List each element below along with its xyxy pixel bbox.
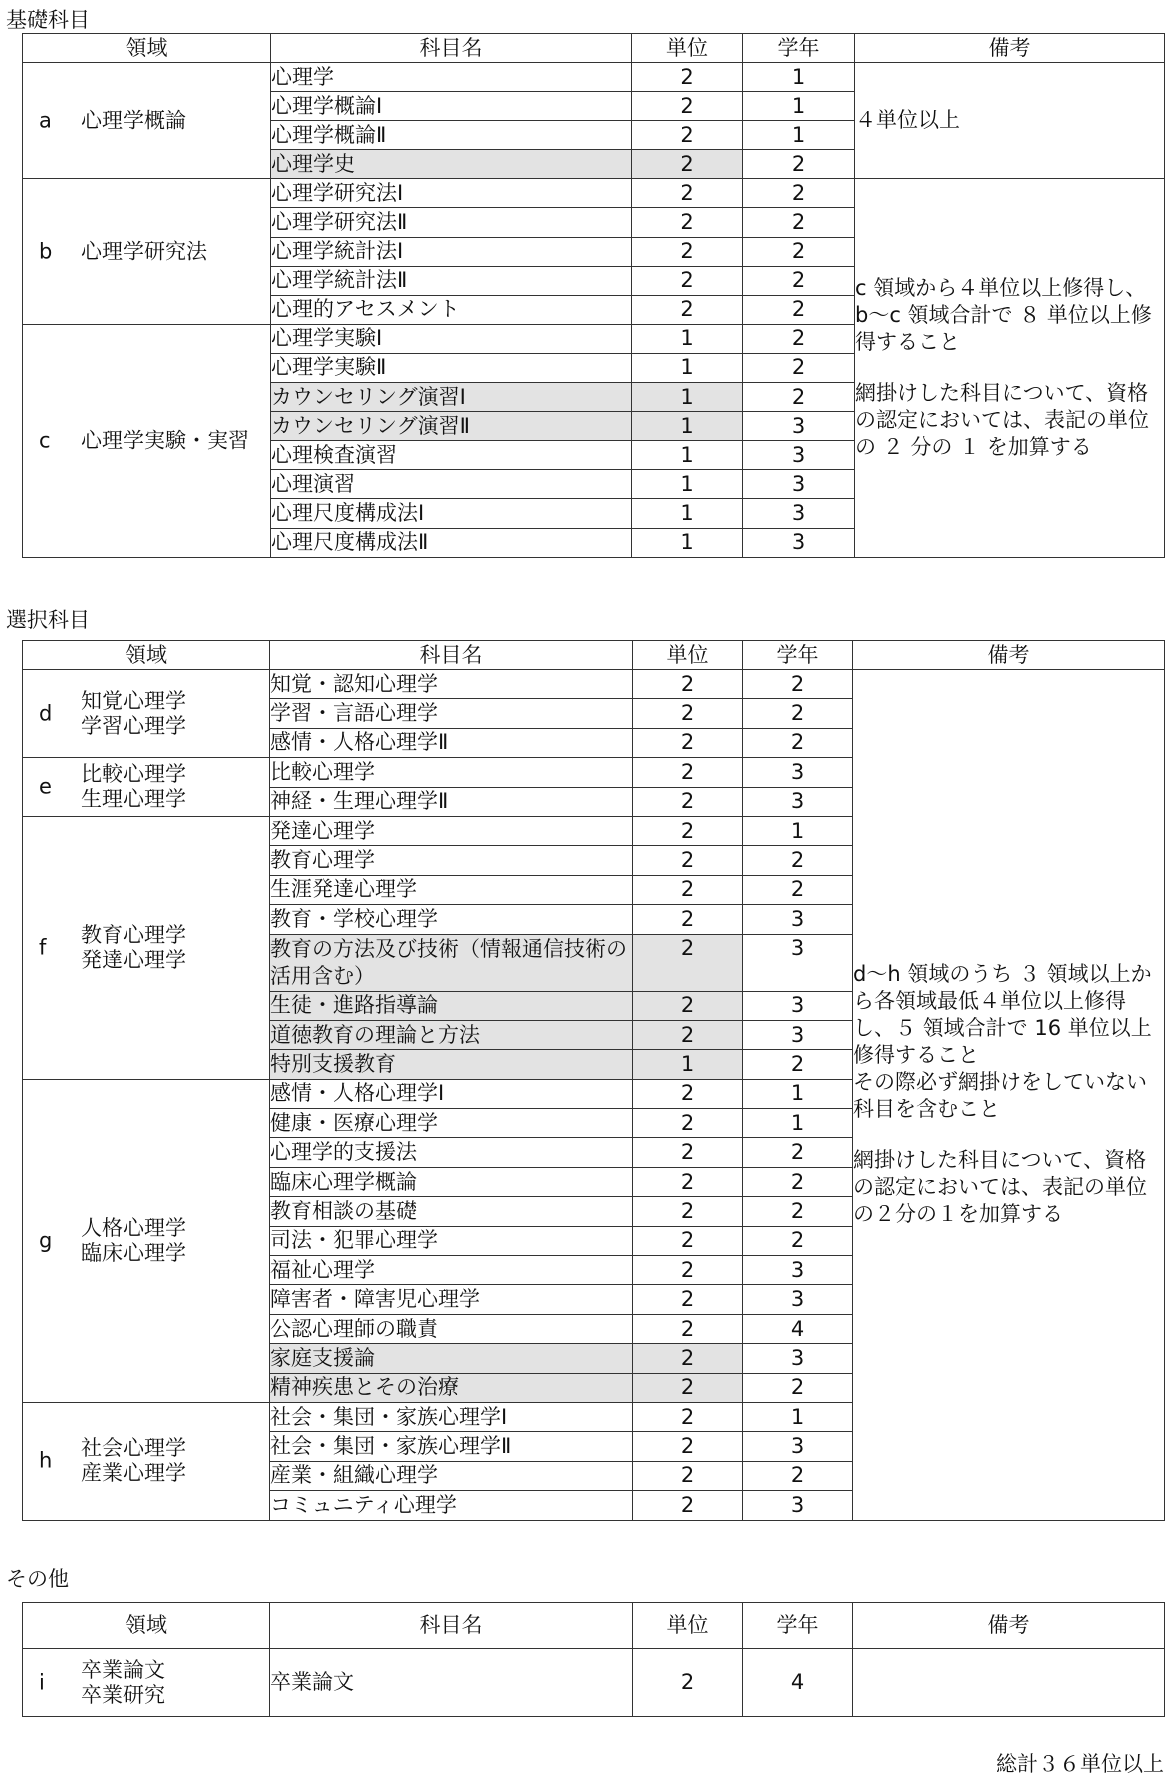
- header-credits: 単位: [632, 34, 743, 63]
- credits-cell: 2: [633, 991, 743, 1020]
- credits-cell: 1: [632, 353, 743, 382]
- year-cell: 3: [743, 1285, 853, 1314]
- note-text: 網掛けした科目について、資格の認定においては、表記の単位の ２ 分の １ を加算する: [855, 380, 1149, 459]
- domain-name: [81, 108, 186, 133]
- year-cell: 3: [743, 1432, 853, 1461]
- credits-cell: 2: [633, 1109, 743, 1138]
- year-cell: 3: [743, 934, 853, 991]
- domain-name-line: 人格心理学: [81, 1215, 186, 1240]
- credits-cell: 2: [632, 266, 743, 295]
- year-cell: 2: [743, 237, 855, 266]
- credits-cell: 1: [632, 441, 743, 470]
- credits-cell: 2: [632, 150, 743, 179]
- credits-cell: 1: [632, 412, 743, 441]
- domain-letter: a: [39, 108, 52, 133]
- year-cell: 2: [743, 699, 853, 728]
- year-cell: 3: [743, 1256, 853, 1285]
- credits-cell: 1: [632, 324, 743, 353]
- note-text: d〜h 領域のうち ３ 領域以上から各領域最低４単位以上修得し、５ 領域合計で 16 単位以上修得すること: [853, 962, 1152, 1068]
- subject-cell: 心理学的支援法: [270, 1138, 633, 1167]
- table-row: [23, 670, 1165, 699]
- subject-cell: 心理学史: [271, 150, 632, 179]
- credits-cell: 2: [633, 1314, 743, 1343]
- notes-cell: [853, 1649, 1165, 1717]
- year-cell: 1: [743, 1109, 853, 1138]
- subject-cell: 心理学統計法Ⅱ: [271, 266, 632, 295]
- year-cell: 2: [743, 353, 855, 382]
- subject-cell: 家庭支援論: [270, 1344, 633, 1373]
- domain-cell: [23, 758, 270, 817]
- section-title-other: その他: [6, 1567, 69, 1591]
- credits-cell: 2: [632, 208, 743, 237]
- domain-name: [81, 428, 249, 453]
- subject-cell: カウンセリング演習Ⅰ: [271, 383, 632, 412]
- credits-cell: 2: [633, 1020, 743, 1049]
- domain-name-line: 教育心理学: [81, 922, 186, 947]
- credits-cell: 2: [632, 92, 743, 121]
- subject-cell: 心理尺度構成法Ⅰ: [271, 499, 632, 528]
- section-title-basic: 基礎科目: [6, 8, 90, 32]
- domain-name-line: 産業心理学: [81, 1461, 186, 1486]
- subject-cell: 精神疾患とその治療: [270, 1373, 633, 1402]
- table-row: [23, 1649, 1165, 1717]
- credits-cell: 2: [633, 1461, 743, 1490]
- year-cell: 2: [743, 150, 855, 179]
- subject-cell: 感情・人格心理学Ⅱ: [270, 728, 633, 757]
- domain-name-line: 卒業研究: [81, 1682, 165, 1707]
- domain-cell: [23, 1402, 270, 1520]
- credits-cell: 2: [632, 237, 743, 266]
- year-cell: 2: [743, 1373, 853, 1402]
- header-domain: 領域: [23, 1603, 270, 1649]
- credits-cell: 2: [633, 934, 743, 991]
- subject-cell: 心理演習: [271, 470, 632, 499]
- subject-cell: 心理学実験Ⅱ: [271, 353, 632, 382]
- subject-cell: 公認心理師の職責: [270, 1314, 633, 1343]
- year-cell: 1: [743, 63, 855, 92]
- year-cell: 3: [743, 905, 853, 934]
- domain-name-line: 心理学概論: [81, 108, 186, 133]
- subject-cell: 道徳教育の理論と方法: [270, 1020, 633, 1049]
- domain-letter: h: [39, 1448, 53, 1473]
- year-cell: 2: [743, 295, 855, 324]
- credits-cell: 2: [633, 758, 743, 787]
- credits-cell: 2: [632, 295, 743, 324]
- domain-name: [81, 762, 186, 812]
- year-cell: 2: [743, 1167, 853, 1196]
- domain-cell: [23, 670, 270, 758]
- subject-cell: 心理学研究法Ⅱ: [271, 208, 632, 237]
- year-cell: 2: [743, 875, 853, 904]
- credits-cell: 2: [633, 1226, 743, 1255]
- header-subject: 科目名: [270, 1603, 633, 1649]
- subject-cell: 司法・犯罪心理学: [270, 1226, 633, 1255]
- section-title-elective: 選択科目: [6, 608, 90, 632]
- credits-cell: 2: [633, 1285, 743, 1314]
- subject-cell: 学習・言語心理学: [270, 699, 633, 728]
- subject-cell: 生徒・進路指導論: [270, 991, 633, 1020]
- year-cell: 4: [743, 1649, 853, 1717]
- domain-name-line: 生理心理学: [81, 787, 186, 812]
- credits-cell: 1: [632, 383, 743, 412]
- subject-cell: 心理学: [271, 63, 632, 92]
- year-cell: 3: [743, 412, 855, 441]
- subject-cell: 心理尺度構成法Ⅱ: [271, 528, 632, 557]
- subject-cell: 心理的アセスメント: [271, 295, 632, 324]
- credits-cell: 2: [633, 1079, 743, 1108]
- domain-name: [81, 1216, 186, 1266]
- year-cell: 1: [743, 1079, 853, 1108]
- note-gap: [853, 1123, 1164, 1147]
- year-cell: 3: [743, 758, 853, 787]
- domain-name-line: 卒業論文: [81, 1657, 165, 1682]
- year-cell: 2: [743, 179, 855, 208]
- subject-cell: 神経・生理心理学Ⅱ: [270, 787, 633, 816]
- header-year: 学年: [743, 34, 855, 63]
- year-cell: 1: [743, 816, 853, 845]
- year-cell: 4: [743, 1314, 853, 1343]
- year-cell: 2: [743, 1050, 853, 1079]
- table-header-row: [23, 34, 1165, 63]
- year-cell: 3: [743, 991, 853, 1020]
- note-text: c 領域から４単位以上修得し、b〜c 領域合計で ８ 単位以上修得すること: [855, 275, 1152, 354]
- year-cell: 2: [743, 670, 853, 699]
- domain-name: [81, 1436, 186, 1486]
- year-cell: 2: [743, 266, 855, 295]
- domain-letter: d: [39, 701, 53, 726]
- header-credits: 単位: [633, 1603, 743, 1649]
- domain-name: [81, 689, 186, 739]
- subject-cell: 心理学統計法Ⅰ: [271, 237, 632, 266]
- year-cell: 3: [743, 787, 853, 816]
- domain-name-line: 比較心理学: [81, 762, 186, 787]
- domain-name: [81, 239, 207, 264]
- credits-cell: 2: [633, 1373, 743, 1402]
- domain-letter: g: [39, 1228, 53, 1253]
- year-cell: 3: [743, 499, 855, 528]
- credits-cell: 2: [633, 1432, 743, 1461]
- year-cell: 2: [743, 728, 853, 757]
- notes-cell: [855, 63, 1165, 179]
- subject-cell: 心理学概論Ⅰ: [271, 92, 632, 121]
- header-notes: 備考: [853, 1603, 1165, 1649]
- header-notes: 備考: [853, 641, 1165, 670]
- credits-cell: 2: [633, 670, 743, 699]
- year-cell: 3: [743, 441, 855, 470]
- table-row: [23, 63, 1165, 92]
- domain-letter: b: [39, 239, 53, 264]
- domain-cell: [23, 816, 270, 1079]
- subject-cell: 心理学概論Ⅱ: [271, 121, 632, 150]
- credits-cell: 2: [633, 816, 743, 845]
- domain-cell: [23, 179, 271, 324]
- credits-cell: 2: [633, 846, 743, 875]
- course-table: [22, 1602, 1165, 1717]
- subject-cell: 社会・集団・家族心理学Ⅰ: [270, 1402, 633, 1431]
- year-cell: 2: [743, 1226, 853, 1255]
- subject-cell: 発達心理学: [270, 816, 633, 845]
- credits-cell: 1: [633, 1050, 743, 1079]
- year-cell: 2: [743, 324, 855, 353]
- header-credits: 単位: [633, 641, 743, 670]
- subject-cell: 心理検査演習: [271, 441, 632, 470]
- credits-cell: 2: [633, 728, 743, 757]
- notes-cell: [855, 179, 1165, 557]
- year-cell: 3: [743, 470, 855, 499]
- subject-cell: 社会・集団・家族心理学Ⅱ: [270, 1432, 633, 1461]
- year-cell: 2: [743, 208, 855, 237]
- subject-cell: 生涯発達心理学: [270, 875, 633, 904]
- subject-cell: 臨床心理学概論: [270, 1167, 633, 1196]
- domain-name-line: 社会心理学: [81, 1436, 186, 1461]
- credits-cell: 1: [632, 528, 743, 557]
- course-table: [22, 640, 1165, 1521]
- domain-name-line: 臨床心理学: [81, 1240, 186, 1265]
- credits-cell: 2: [633, 1197, 743, 1226]
- table-header-row: [23, 641, 1165, 670]
- credits-cell: 2: [633, 787, 743, 816]
- header-subject: 科目名: [270, 641, 633, 670]
- header-domain: 領域: [23, 641, 270, 670]
- subject-cell: 障害者・障害児心理学: [270, 1285, 633, 1314]
- domain-cell: [23, 1649, 270, 1717]
- subject-cell: 教育・学校心理学: [270, 905, 633, 934]
- year-cell: 3: [743, 1491, 853, 1520]
- header-notes: 備考: [855, 34, 1165, 63]
- domain-name: [81, 1658, 165, 1708]
- subject-cell: 福祉心理学: [270, 1256, 633, 1285]
- subject-cell: 特別支援教育: [270, 1050, 633, 1079]
- credits-cell: 2: [633, 1491, 743, 1520]
- year-cell: 1: [743, 92, 855, 121]
- domain-name-line: 心理学研究法: [81, 239, 207, 264]
- header-year: 学年: [743, 641, 853, 670]
- credits-cell: 2: [633, 875, 743, 904]
- header-subject: 科目名: [271, 34, 632, 63]
- subject-cell: 心理学実験Ⅰ: [271, 324, 632, 353]
- subject-cell: 教育の方法及び技術（情報通信技術の活用含む）: [270, 934, 633, 991]
- credits-cell: 1: [632, 470, 743, 499]
- year-cell: 3: [743, 1344, 853, 1373]
- domain-name-line: 学習心理学: [81, 713, 186, 738]
- subject-cell: 健康・医療心理学: [270, 1109, 633, 1138]
- subject-cell: 比較心理学: [270, 758, 633, 787]
- subject-cell: 教育相談の基礎: [270, 1197, 633, 1226]
- domain-name-line: 心理学実験・実習: [81, 428, 249, 453]
- table-row: [23, 179, 1165, 208]
- credits-cell: 1: [632, 499, 743, 528]
- credits-cell: 2: [633, 1167, 743, 1196]
- domain-letter: c: [39, 428, 51, 453]
- year-cell: 3: [743, 528, 855, 557]
- header-domain: 領域: [23, 34, 271, 63]
- subject-cell: コミュニティ心理学: [270, 1491, 633, 1520]
- course-table: [22, 33, 1165, 558]
- note-text: ４単位以上: [855, 108, 960, 133]
- credits-cell: 2: [633, 905, 743, 934]
- domain-name-line: 知覚心理学: [81, 688, 186, 713]
- subject-cell: 産業・組織心理学: [270, 1461, 633, 1490]
- year-cell: 2: [743, 383, 855, 412]
- credits-cell: 2: [633, 1256, 743, 1285]
- domain-cell: [23, 63, 271, 179]
- year-cell: 1: [743, 121, 855, 150]
- credits-cell: 2: [633, 1649, 743, 1717]
- credits-cell: 2: [632, 179, 743, 208]
- note-text: その際必ず網掛けをしていない科目を含むこと: [853, 1070, 1147, 1122]
- year-cell: 2: [743, 846, 853, 875]
- year-cell: 2: [743, 1461, 853, 1490]
- domain-name-line: 発達心理学: [81, 947, 186, 972]
- total-credits: 総計３６単位以上: [996, 1752, 1164, 1776]
- table-header-row: [23, 1603, 1165, 1649]
- domain-cell: [23, 324, 271, 557]
- subject-cell: 教育心理学: [270, 846, 633, 875]
- domain-name: [81, 923, 186, 973]
- domain-letter: f: [39, 935, 47, 960]
- credits-cell: 2: [632, 121, 743, 150]
- header-year: 学年: [743, 1603, 853, 1649]
- note-text: 網掛けした科目について、資格の認定においては、表記の単位の２分の１を加算する: [853, 1148, 1147, 1227]
- note-gap: [855, 356, 1164, 380]
- subject-cell: 卒業論文: [270, 1649, 633, 1717]
- credits-cell: 2: [633, 1344, 743, 1373]
- credits-cell: 2: [633, 1138, 743, 1167]
- subject-cell: カウンセリング演習Ⅱ: [271, 412, 632, 441]
- credits-cell: 2: [633, 699, 743, 728]
- subject-cell: 心理学研究法Ⅰ: [271, 179, 632, 208]
- domain-letter: i: [39, 1670, 45, 1694]
- credits-cell: 2: [633, 1402, 743, 1431]
- domain-letter: e: [39, 774, 52, 799]
- year-cell: 2: [743, 1197, 853, 1226]
- notes-cell: [853, 670, 1165, 1521]
- year-cell: 2: [743, 1138, 853, 1167]
- subject-cell: 知覚・認知心理学: [270, 670, 633, 699]
- year-cell: 3: [743, 1020, 853, 1049]
- credits-cell: 2: [632, 63, 743, 92]
- year-cell: 1: [743, 1402, 853, 1431]
- subject-cell: 感情・人格心理学Ⅰ: [270, 1079, 633, 1108]
- domain-cell: [23, 1079, 270, 1402]
